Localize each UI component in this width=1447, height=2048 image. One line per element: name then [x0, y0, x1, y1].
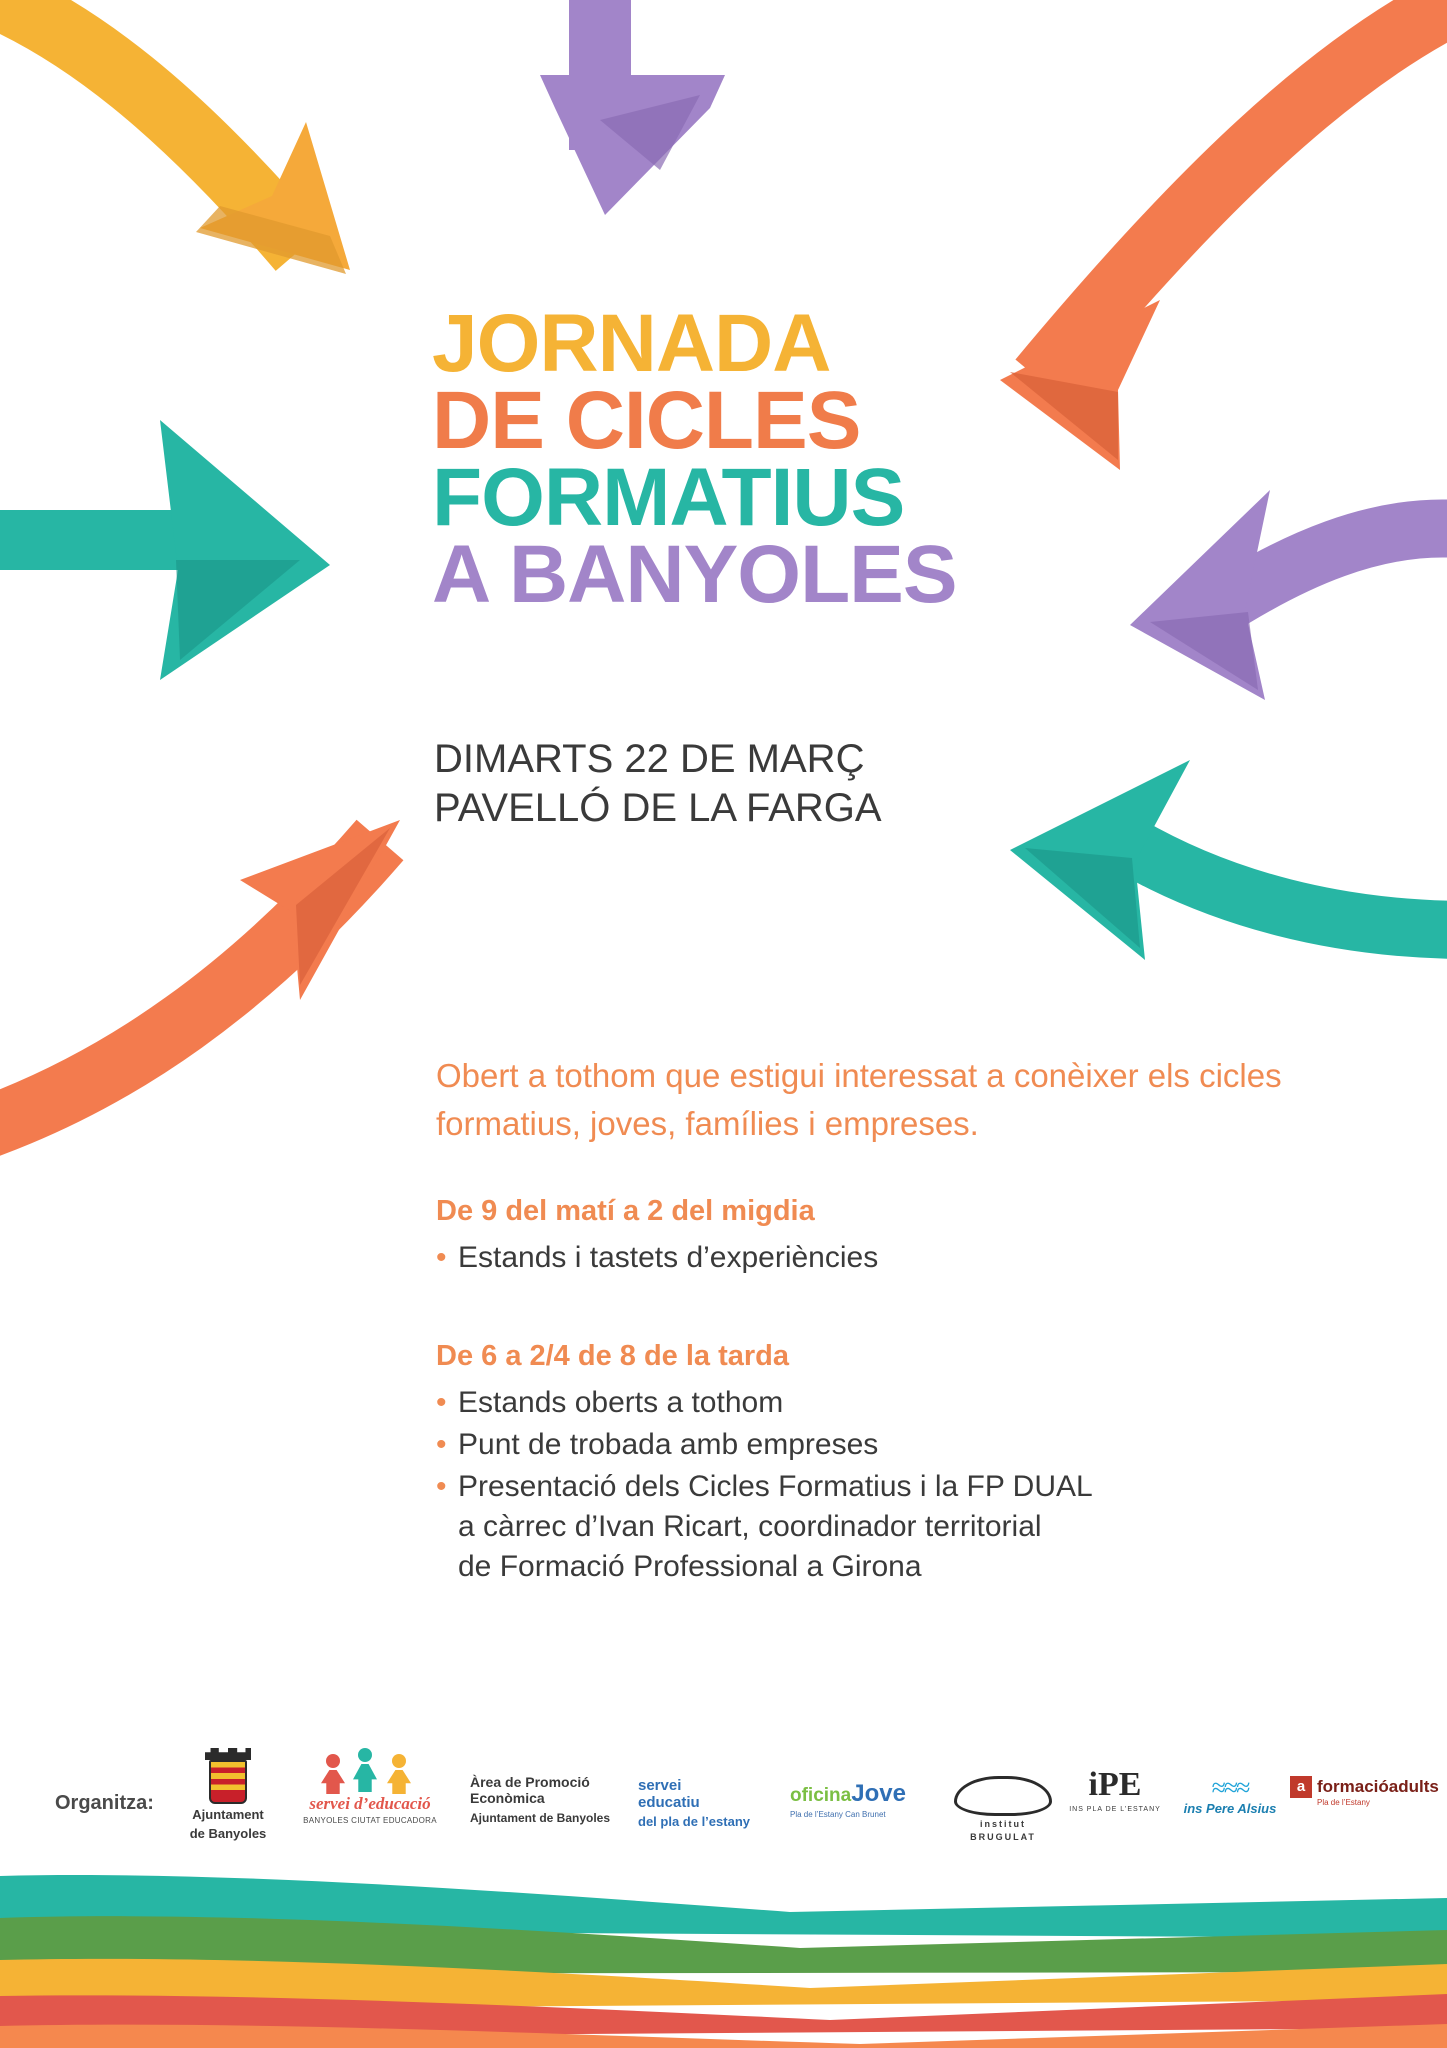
poster-title	[432, 298, 1192, 621]
footer-logos	[0, 1740, 1447, 1870]
brugulat-mark-icon	[954, 1776, 1052, 1816]
organitza-label: Organitza:	[55, 1792, 154, 1814]
logo-line-1: servei	[638, 1777, 682, 1794]
bottom-color-band	[0, 1868, 1447, 2048]
title-line-3: FORMATIUS	[432, 452, 905, 544]
list-item-label: Presentació dels Cicles Formatius i la FP DUAL	[458, 1469, 1093, 1503]
arrow-teal-left	[0, 420, 330, 680]
logo-tagline: INS PLA DE L’ESTANY	[1069, 1806, 1161, 1813]
list-item-continuation: de Formació Professional a Girona	[458, 1549, 922, 1583]
title-line-4: A BANYOLES	[432, 529, 957, 621]
logo-name: formació	[1317, 1777, 1389, 1796]
logo-ins-pere-alsius	[1160, 1773, 1300, 1816]
list-item-label: Punt de trobada amb empreses	[458, 1427, 879, 1461]
bullet-icon: •	[436, 1386, 447, 1419]
logo-line-3: Ajuntament de Banyoles	[470, 1811, 611, 1826]
logo-servei-educacio	[300, 1746, 440, 1825]
intro-text: Obert a tothom que estigui interessat a conèixer els cicles formatius, joves, famílies i empreses.	[436, 1057, 1282, 1142]
list-item	[436, 1425, 1356, 1465]
event-date: DIMARTS 22 DE MARÇ	[434, 737, 865, 781]
logo-name-bold: adults	[1388, 1777, 1439, 1796]
logo-line-1: Ajuntament	[192, 1807, 264, 1822]
schedule-morning	[436, 1195, 1356, 1280]
schedule-afternoon-list	[436, 1383, 1356, 1586]
bullet-icon: •	[436, 1427, 447, 1461]
event-details	[434, 735, 1134, 833]
bullet-icon: •	[436, 1469, 447, 1503]
title-line-2: DE CICLES	[432, 375, 861, 467]
logo-script: servei d’educació	[309, 1794, 431, 1813]
arrow-teal-upper-left	[160, 420, 250, 530]
schedule-afternoon-heading: De 6 a 2/4 de 8 de la tarda	[436, 1340, 790, 1372]
logo-servei-educatiu	[638, 1778, 788, 1829]
logo-line-2: Econòmica	[470, 1790, 545, 1807]
logo-tagline: Pla de l’Estany Can Brunet	[790, 1810, 886, 1819]
logo-line-2: educatiu	[638, 1793, 700, 1811]
logo-tagline: Pla de l’Estany	[1317, 1798, 1370, 1807]
logo-institut-brugulat	[938, 1776, 1068, 1842]
schedule-morning-list	[436, 1238, 1356, 1278]
list-item	[436, 1467, 1356, 1587]
wave-icon: ≈≈≈	[1211, 1773, 1249, 1802]
logo-badge: a	[1290, 1776, 1312, 1798]
list-item-label: Estands i tastets d’experiències	[458, 1241, 879, 1274]
schedule-morning-heading: De 9 del matí a 2 del migdia	[436, 1195, 815, 1227]
bullet-icon: •	[436, 1241, 447, 1274]
list-item	[436, 1383, 1356, 1423]
logo-line-2: Jove	[851, 1780, 906, 1807]
logo-line-1: oficina	[790, 1785, 852, 1806]
people-icon	[300, 1746, 440, 1794]
logo-line-1: Àrea de Promoció	[470, 1774, 590, 1790]
logo-tagline: BRUGULAT	[970, 1832, 1036, 1842]
arrow-yellow-top-left	[0, 0, 350, 274]
logo-ajuntament-banyoles	[168, 1748, 288, 1842]
logo-name: ins Pere Alsius	[1183, 1800, 1277, 1816]
logo-ins-pla-estany	[1060, 1768, 1170, 1813]
crown-icon	[205, 1748, 251, 1760]
logo-formacio-adults	[1290, 1776, 1440, 1807]
logo-oficina-jove	[790, 1780, 950, 1819]
logo-caption: institut	[980, 1819, 1026, 1829]
crest-icon	[209, 1760, 247, 1804]
event-venue: PAVELLÓ DE LA FARGA	[434, 785, 882, 830]
schedule-afternoon	[436, 1340, 1356, 1588]
logo-tagline: BANYOLES CIUTAT EDUCADORA	[303, 1816, 437, 1825]
list-item-label: Estands oberts a tothom	[458, 1386, 784, 1419]
logo-area-promocio-economica	[470, 1774, 630, 1825]
logo-mark: iPE	[1088, 1766, 1142, 1803]
logo-line-2: de Banyoles	[189, 1825, 267, 1841]
list-item	[436, 1238, 1356, 1278]
list-item-continuation: a càrrec d’Ivan Ricart, coordinador territorial	[458, 1509, 1042, 1543]
logo-line-3: del pla de l’estany	[638, 1814, 750, 1829]
arrow-orange-left	[0, 820, 400, 1130]
arrow-purple-top	[540, 0, 725, 215]
title-line-1: JORNADA	[432, 298, 831, 389]
